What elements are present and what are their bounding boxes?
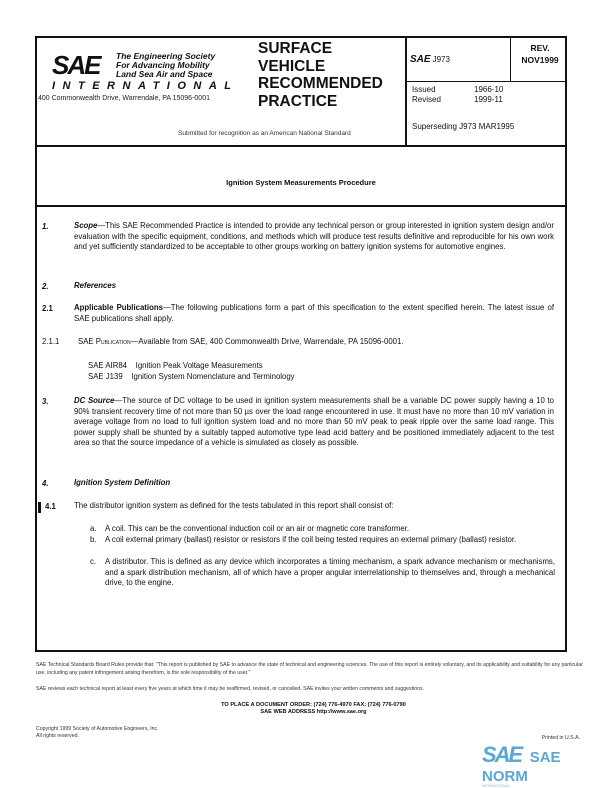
- revised-value: 1999-11: [474, 95, 503, 104]
- list-marker: b.: [90, 535, 97, 544]
- doc-title: Ignition System Measurements Procedure: [226, 178, 376, 187]
- address: 400 Commonwealth Drive, Warrendale, PA 15096-0001: [38, 95, 210, 102]
- section-text: —Available from SAE, 400 Commonwealth Drive, Warrendale, PA 15096-0001.: [130, 337, 404, 346]
- tagline-line: For Advancing Mobility: [116, 60, 210, 70]
- footer-copyright: Copyright 1999 Society of Automotive Engineers, Inc.: [36, 726, 159, 732]
- title-line: PRACTICE: [258, 92, 338, 110]
- footer-rights: All rights reserved.: [36, 733, 79, 739]
- tagline-line: Land Sea Air and Space: [116, 69, 213, 79]
- section-heading: SAE Publication: [78, 337, 131, 346]
- logo-tagline: [116, 52, 215, 79]
- section-number: 1.: [42, 222, 49, 231]
- revised-label: Revised: [412, 95, 441, 104]
- list-marker: a.: [90, 524, 97, 533]
- divider: [405, 36, 407, 146]
- section-number: 2.1: [42, 304, 53, 313]
- section-heading: Ignition System Definition: [74, 478, 171, 487]
- section-applicable-publications: [74, 303, 554, 324]
- list-item: A coil. This can be the conventional induction coil or an air or magnetic core transformer.: [105, 524, 410, 533]
- section-heading: DC Source: [74, 396, 115, 405]
- divider: [510, 36, 511, 82]
- footer-review: SAE reviews each technical report at least every five years at which time it may be reaffirmed, revised, or cancelled. SAE invites your written comments and suggestions.: [36, 686, 424, 692]
- superseding: Superseding J973 MAR1995: [412, 122, 515, 131]
- footer-order: TO PLACE A DOCUMENT ORDER: (724) 776-4970 FAX: (724) 776-0790: [221, 702, 406, 708]
- section-number: 4.1: [45, 502, 56, 511]
- divider: [35, 205, 567, 207]
- footer-web: SAE WEB ADDRESS http://www.sae.org: [260, 709, 367, 715]
- title-line: SURFACE: [258, 40, 333, 57]
- section-dc-source: [74, 396, 554, 449]
- issue-dates: [412, 85, 536, 105]
- list-marker: c.: [90, 557, 97, 566]
- section-text: —The source of DC voltage to be used in ignition system measurements shall be a variable DC power supply having a 10 to 90% transient recovery time of not more than 50 µs over the load range encountered in use. It must have no more than 10 mV variation in average voltage from no load to full ignition system load and no more than 50 mV peak to peak ripple over the same load range. This power supply shall be shunted by a suitably tapped automotive type lead acid battery and be positioned immediately adjacent to the test area so that the source impedance of a vehicle is simulated as closely as possible.: [74, 396, 554, 447]
- reference-item: SAE AIR84 Ignition Peak Voltage Measurements: [88, 361, 263, 370]
- reference-item: SAE J139 Ignition System Nomenclature and Terminology: [88, 371, 295, 381]
- rev-label: REV.: [530, 43, 550, 53]
- section-text: —This SAE Recommended Practice is intended to provide any technical person or group interested in ignition system design and/or evaluation with the specific equipment, conditions, and methods which will produce test results definitive and reproducible for his own work and yet sufficiently standardized to be acceptable to other groups working on battery ignition systems for automotive engines.: [74, 221, 554, 251]
- divider: [35, 145, 567, 147]
- section-number: 4.: [42, 479, 49, 488]
- rev-value: NOV1999: [521, 55, 559, 65]
- issued-label: Issued: [412, 85, 436, 94]
- section-number: 2.: [42, 282, 49, 291]
- document-type-title: [258, 40, 383, 110]
- title-line: VEHICLE: [258, 57, 326, 75]
- section-text: The distributor ignition system as defined for the tests tabulated in this report shall consist of:: [74, 501, 394, 510]
- doc-number: [410, 54, 450, 65]
- change-bar: [38, 502, 41, 513]
- section-text: —The following publications form a part of this specification to the extent specified herein. The latest issue of SAE publications shall apply.: [74, 303, 554, 323]
- section-number: 3.: [42, 397, 49, 406]
- logo-international: INTERNATIONAL: [52, 80, 239, 92]
- reference-list: [88, 361, 295, 382]
- issued-value: 1966-10: [474, 85, 504, 94]
- section-scope: [74, 221, 554, 253]
- section-heading: Scope: [74, 221, 98, 230]
- sae-small-logo: SAE: [410, 54, 431, 65]
- revision: [514, 42, 566, 66]
- tagline-line: The Engineering Society: [116, 51, 216, 61]
- watermark-text: SAE NORM: [482, 749, 561, 785]
- footer-printed: Printed in U.S.A.: [541, 735, 580, 741]
- watermark-logo: SAE: [482, 742, 522, 767]
- divider: [405, 81, 567, 82]
- submitted-note: Submitted for recognition as an American National Standard: [178, 130, 351, 137]
- section-sae-publication: [78, 337, 558, 348]
- list-item: A coil external primary (ballast) resistor or resistors if the coil being tested requires an external primary (ballast) resistor.: [105, 535, 517, 544]
- title-line: RECOMMENDED: [258, 75, 383, 92]
- footer-policy: SAE Technical Standards Board Rules provide that: "This report is published by SAE to advance the state of technical and engineering sciences. The use of this report is entirely voluntary, and its applicability and suitability for any particular use, including any patent infringement arising therefrom, is the sole responsibility of the user.": [36, 662, 583, 676]
- section-number: 2.1.1: [42, 337, 60, 346]
- sae-logo-mark: SAE: [52, 50, 100, 80]
- watermark: [482, 742, 600, 788]
- section-heading: Applicable Publications: [74, 303, 163, 312]
- doc-number-value: J973: [432, 55, 450, 64]
- list-item: A distributor. This is defined as any device which incorporates a timing mechanism, a spark advance mechanism or mechanisms, and a spark distribution mechanism, all of which have a proper angular interrelationship to themselves and, through a mechanical drive, to the engine.: [105, 557, 555, 587]
- watermark-sub: INTERNATIONAL: [482, 784, 510, 788]
- section-heading: References: [74, 281, 117, 290]
